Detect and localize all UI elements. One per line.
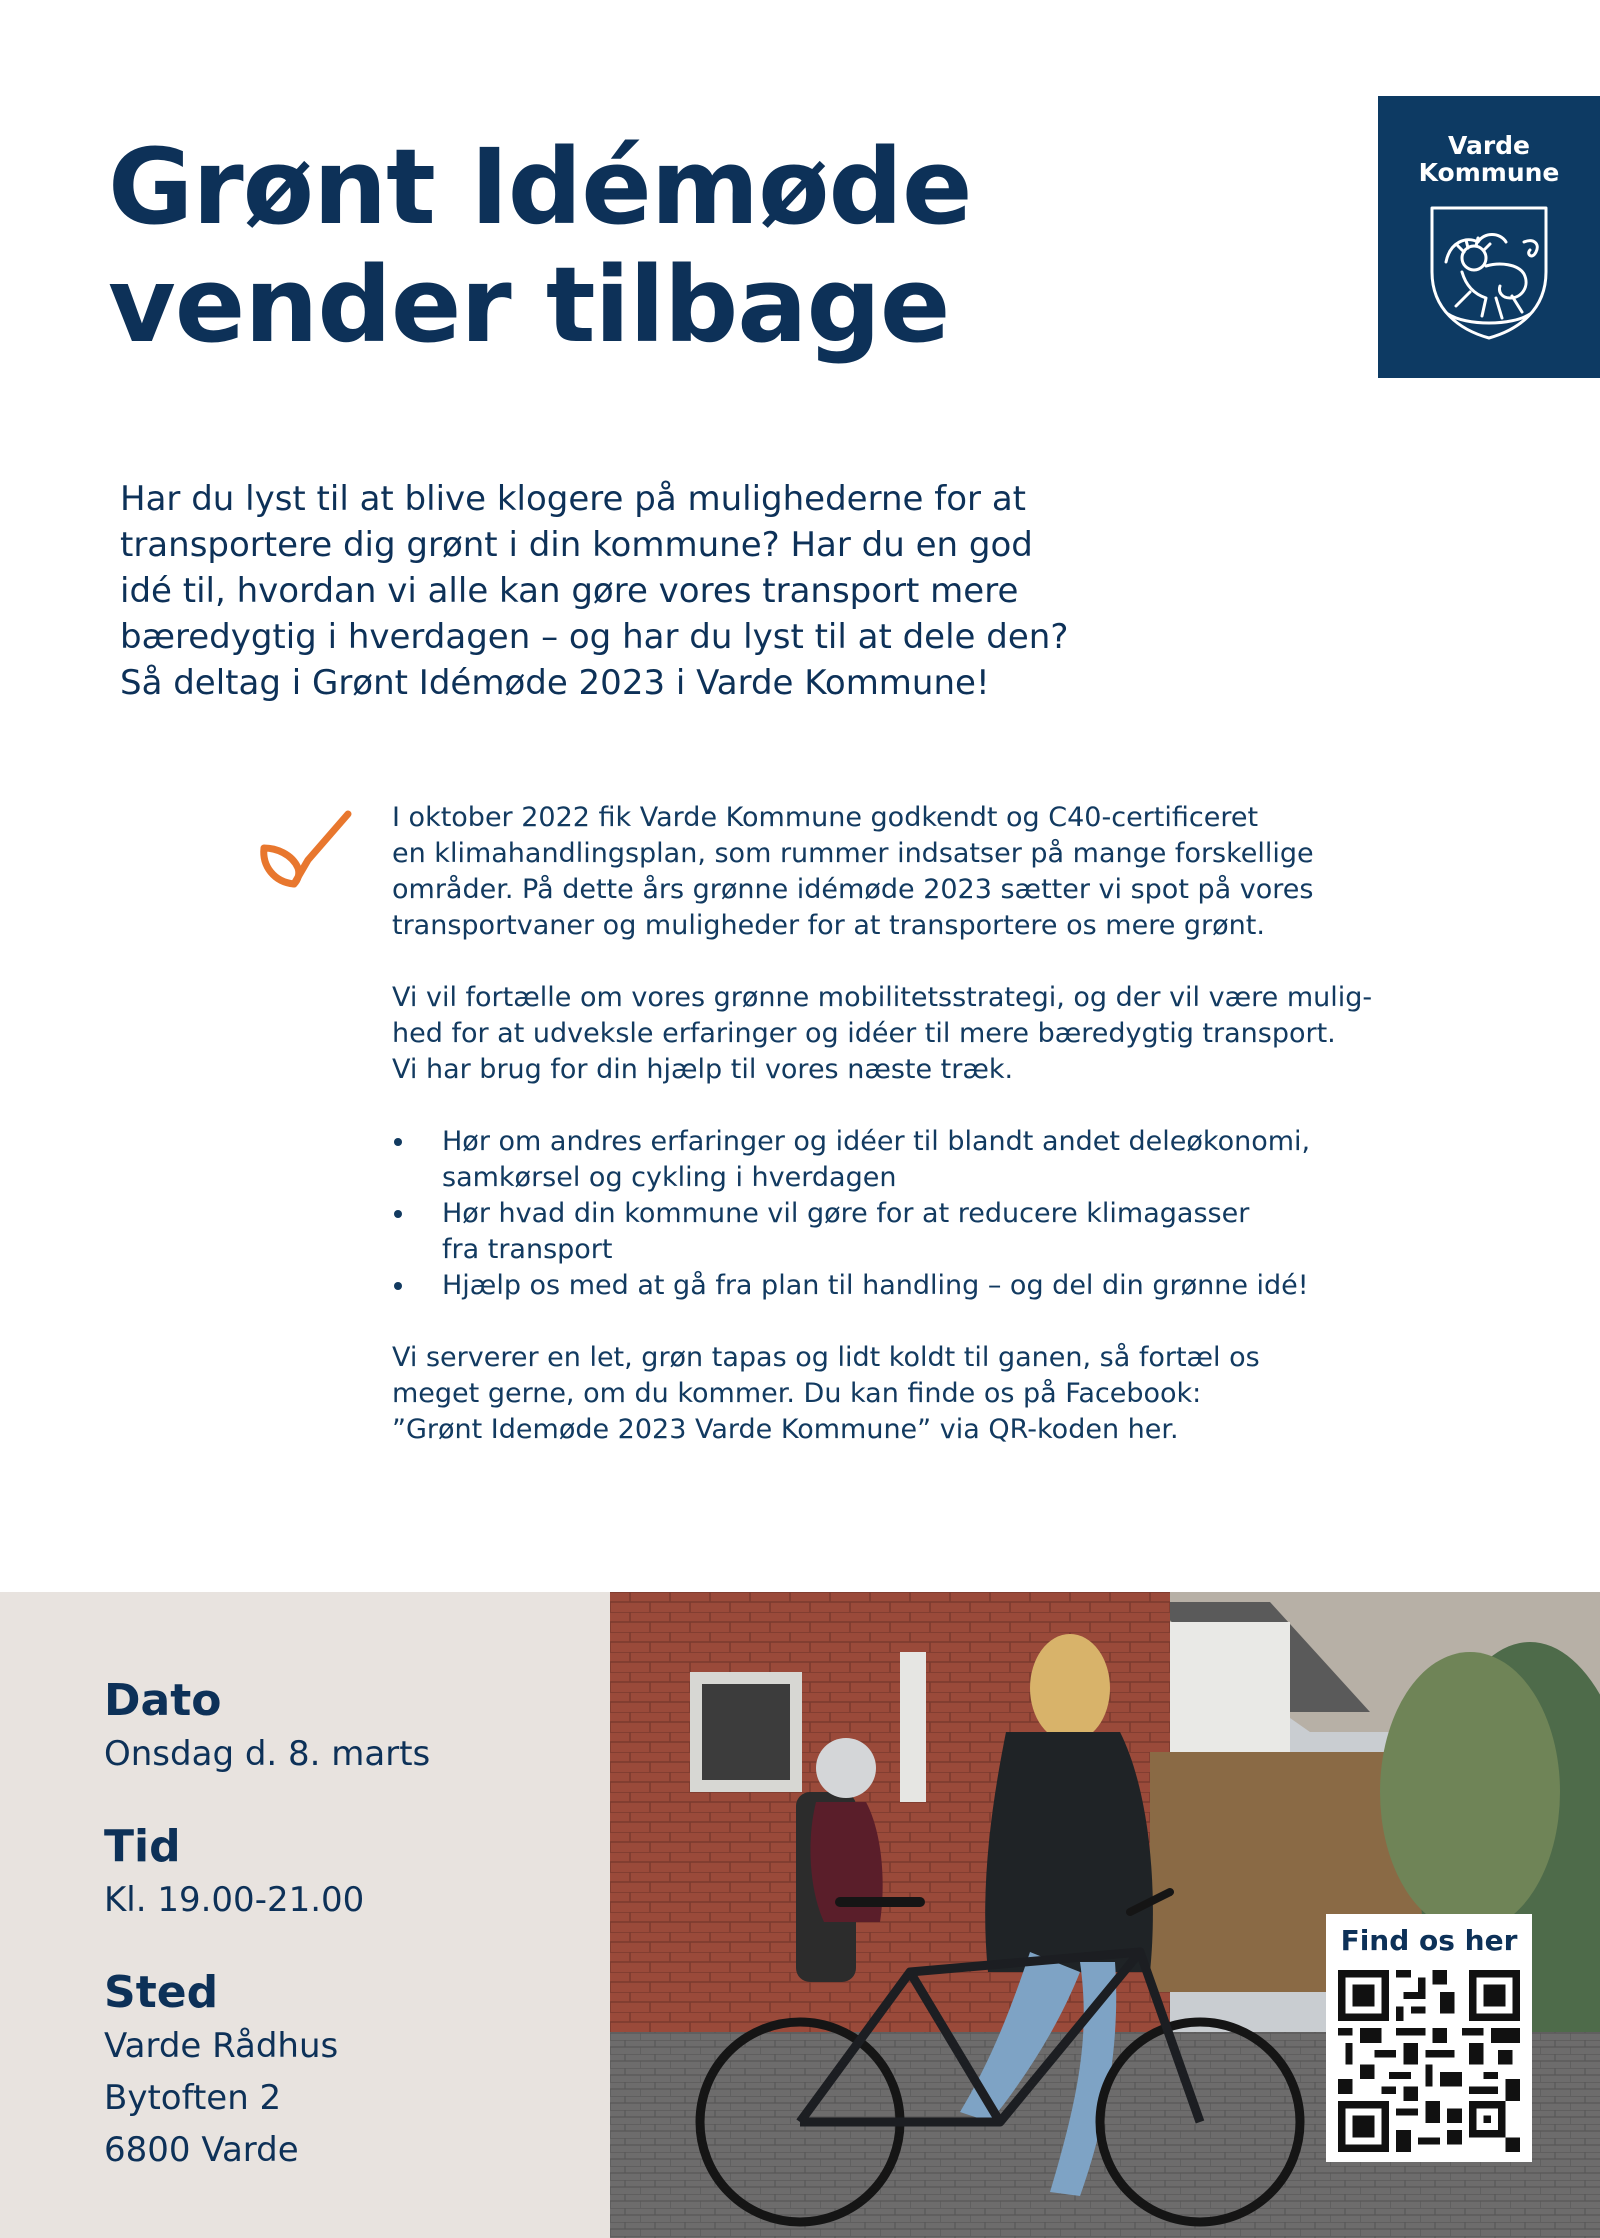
body-text [392,800,1392,1484]
paragraph-line: hed for at udveksle erfaringer og idéer til mere bæredygtig transport. [392,1018,1336,1049]
paragraph-line: områder. På dette års grønne idémøde 2023 sætter vi spot på vores [392,874,1314,905]
place-line: Bytoften 2 [104,2078,282,2118]
paragraph-line: Vi vil fortælle om vores grønne mobilitetsstrategi, og der vil være mulig- [392,982,1373,1013]
list-item-line: Hør om andres erfaringer og idéer til blandt andet deleøkonomi, [442,1126,1311,1157]
varde-kommune-logo [1378,96,1600,378]
intro-line: bæredygtig i hverdagen – og har du lyst til at dele den? [120,617,1069,657]
paragraph-line: I oktober 2022 fik Varde Kommune godkendt og C40-certificeret [392,802,1259,833]
paragraph-line: transportvaner og muligheder for at transportere os mere grønt. [392,910,1265,941]
list-item [392,1124,1392,1196]
qr-label: Find os her [1340,1924,1518,1957]
event-info-panel [0,1592,610,2238]
page-title [108,128,1008,364]
qr-code-icon[interactable] [1338,1970,1520,2152]
list-item-line: fra transport [442,1234,613,1265]
title-line-1: Grønt Idémøde [108,126,972,248]
list-item [392,1268,1392,1304]
time-value: Kl. 19.00-21.00 [104,1880,365,1920]
logo-line-2: Kommune [1418,158,1560,187]
list-item [392,1196,1392,1268]
logo-line-1: Varde [1447,131,1531,160]
paragraph-line: en klimahandlingsplan, som rummer indsatser på mange forskellige [392,838,1314,869]
paragraph-2 [392,980,1392,1088]
paragraph-line: ”Grønt Idemøde 2023 Varde Kommune” via QR-koden her. [392,1414,1179,1445]
list-item-line: samkørsel og cykling i hverdagen [442,1162,897,1193]
place-label: Sted [104,1967,219,2018]
bullet-icon [394,1282,402,1290]
paragraph-line: Vi serverer en let, grøn tapas og lidt koldt til ganen, så fortæl os [392,1342,1260,1373]
time-block [104,1820,364,1926]
title-line-2: vender tilbage [108,244,950,366]
intro-text [120,476,1080,706]
paragraph-3 [392,1340,1392,1448]
time-label: Tid [104,1821,181,1872]
green-check-leaf-icon [256,808,356,892]
place-block [104,1966,338,2176]
intro-line: Har du lyst til at blive klogere på mulighederne for at [120,479,1026,519]
place-value [104,2020,338,2176]
lion-crest-icon [1426,202,1552,342]
date-block [104,1674,430,1780]
paragraph-line: Vi har brug for din hjælp til vores næste træk. [392,1054,1014,1085]
place-line: 6800 Varde [104,2130,299,2170]
bullet-list [392,1124,1392,1304]
bullet-icon [394,1138,402,1146]
paragraph-1 [392,800,1392,944]
paragraph-line: meget gerne, om du kommer. Du kan finde os på Facebook: [392,1378,1202,1409]
list-item-line: Hjælp os med at gå fra plan til handling – og del din grønne idé! [442,1270,1309,1301]
intro-line: transportere dig grønt i din kommune? Har du en god [120,525,1033,565]
bullet-icon [394,1210,402,1218]
list-item-line: Hør hvad din kommune vil gøre for at reducere klimagasser [442,1198,1250,1229]
intro-line: idé til, hvordan vi alle kan gøre vores transport mere [120,571,1019,611]
qr-code-card[interactable] [1326,1914,1532,2162]
date-label: Dato [104,1675,222,1726]
logo-text [1378,132,1600,186]
place-line: Varde Rådhus [104,2026,339,2066]
date-value: Onsdag d. 8. marts [104,1734,431,1774]
intro-line: Så deltag i Grønt Idémøde 2023 i Varde Kommune! [120,663,990,703]
